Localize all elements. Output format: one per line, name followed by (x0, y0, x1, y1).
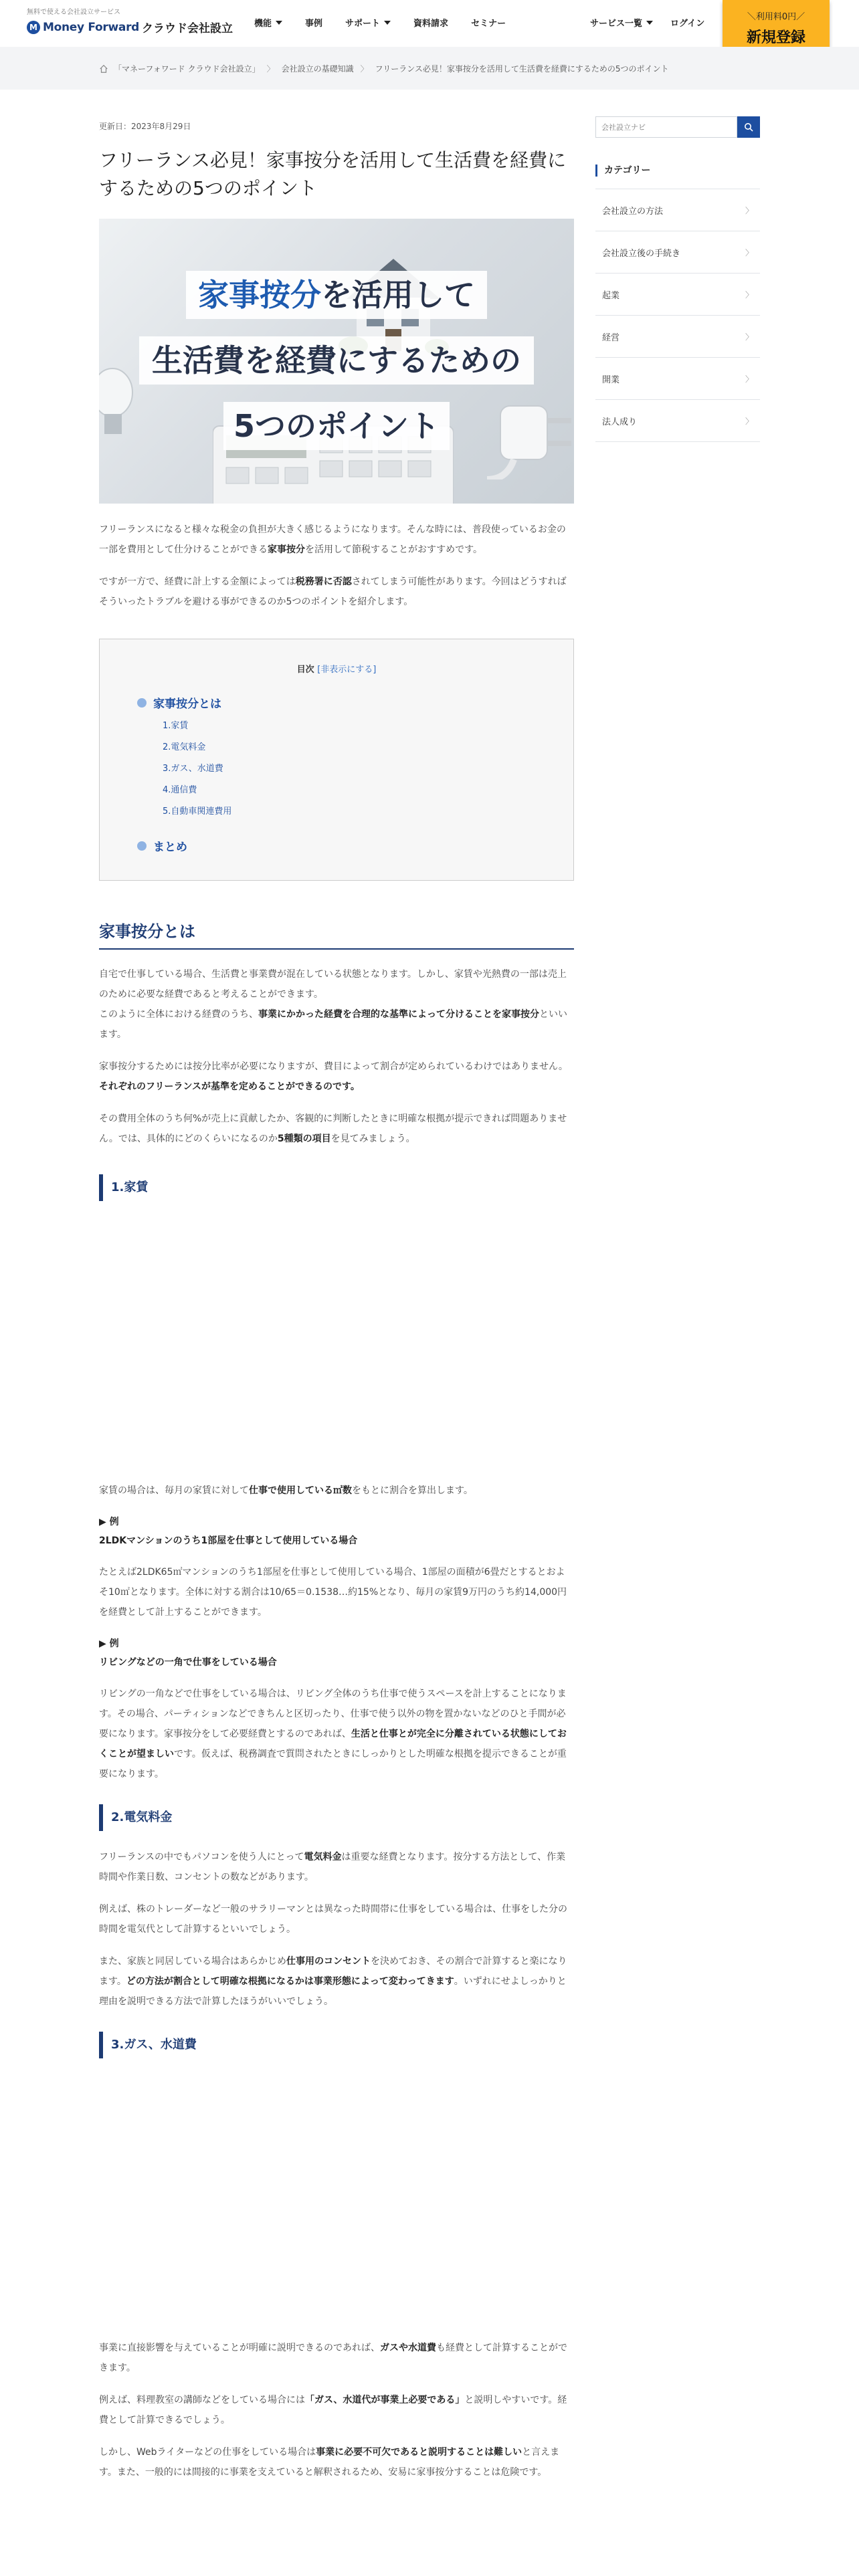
hero-text-line-3: 5つのポイント (223, 402, 450, 450)
chevron-right-icon: 〉 (745, 416, 753, 426)
chevron-right-icon: 〉 (745, 332, 753, 342)
category-heading: カテゴリー (595, 165, 760, 177)
table-of-contents (99, 639, 574, 881)
electricity-paragraph-1: フリーランスの中でもパソコンを使う人にとって電気料金は重要な経費となります。按分する方法として、作業時間や作業日数、コンセントの数などがあります。 (99, 1852, 566, 1883)
category-item-management[interactable]: 経営 〉 (595, 316, 760, 358)
toc-subitem-car[interactable]: 5.自動車関連費用 (163, 807, 232, 817)
section-paragraph-3: その費用全体のうち何%が売上に貢献したか、客観的に判断したときに明確な根拠が提示できれば問題ありません。では、具体的にどのくらいになるのか5種類の項目を見てみましょう。 (99, 1113, 567, 1144)
section-paragraph-1: 自宅で仕事している場合、生活費と事業費が混在している状態となります。しかし、家賃や光熱費の一部は売上のために必要な経費であると考えることができます。 このように全体における経費のうち、事業にかかった経費を合理的な基準によって分けることを家事按分といいます。 (99, 969, 567, 1040)
bullet-icon (137, 698, 147, 708)
breadcrumb-item-category[interactable]: 会社設立の基礎知識 (281, 64, 354, 74)
electricity-paragraph-3: また、家族と同居している場合はあらかじめ仕事用のコンセントを決めておき、その割合で計算すると楽になります。どの方法が割合として明確な根拠になるかは事業形態によって変わってきます。いずれにせよしっかりと理由を説明できる方法で計算したほうがいいでしょう。 (99, 1956, 567, 2007)
toc-item-summary[interactable]: まとめ (137, 837, 187, 854)
hero-text-line-1: 家事按分を活用して (186, 271, 487, 319)
nav-item-documents[interactable]: 資料請求 (413, 19, 449, 29)
subheading-electricity: 2.電気料金 (99, 1804, 574, 1831)
intro-paragraph-2: ですが一方で、経費に計上する金額によっては税務署に否認されてしまう可能性があります。今回はどうすればそういったトラブルを避ける事ができるのか5つのポイントを紹介します。 (99, 576, 567, 607)
toc-toggle[interactable]: [非表示にする] (317, 665, 377, 675)
image-placeholder (99, 2058, 574, 2338)
section-paragraph-2: 家事按分するためには按分比率が必要になりますが、費目によって割合が定められているわけではありません。それぞれのフリーランスが基準を定めることができるのです。 (99, 1061, 568, 1092)
example-title: リビングなどの一角で仕事をしている場合 (99, 1657, 277, 1668)
services-menu[interactable]: サービス一覧 (590, 16, 653, 29)
nav-item-features[interactable]: 機能 (254, 16, 282, 29)
logo-product: クラウド会社設立 (142, 22, 233, 35)
toc-item-kaji-anbun[interactable]: 家事按分とは (137, 694, 221, 711)
search-input[interactable] (595, 116, 737, 138)
toc-subitem-electricity[interactable]: 2.電気料金 (163, 742, 206, 752)
example-title: 2LDKマンションのうち1部屋を仕事として使用している場合 (99, 1535, 358, 1546)
category-item-post-founding[interactable]: 会社設立後の手続き 〉 (595, 231, 760, 274)
breadcrumb (99, 63, 668, 74)
power-plug-illustration (487, 379, 574, 479)
chevron-right-icon: 〉 (266, 64, 275, 74)
rent-example-2 (99, 1634, 574, 1672)
light-bulb-illustration (99, 366, 139, 439)
chevron-right-icon: 〉 (360, 64, 369, 74)
toc-title: 目次 [非表示にする] (296, 665, 377, 675)
nav-item-cases[interactable]: 事例 (305, 19, 323, 29)
search-button[interactable] (737, 116, 760, 138)
main-nav (254, 16, 529, 29)
logo-brand: Money Forward (43, 20, 140, 34)
breadcrumb-item-top[interactable]: 「マネーフォワード クラウド会社設立」 (114, 64, 260, 74)
category-item-opening-business[interactable]: 開業 〉 (595, 358, 760, 400)
site-header (0, 0, 859, 47)
chevron-right-icon: 〉 (745, 205, 753, 215)
rent-example-1-body: たとえば2LDK65㎡マンションのうち1部屋を仕事として使用している場合、1部屋の面積が6畳だとするとおよそ10㎡となります。全体に対する割合は10/65＝0.1538…約15%となり、毎月の家賃9万円のうち約14,000円を経費として計上することができます。 (99, 1567, 567, 1618)
example-marker: ▶ 例 (99, 1517, 119, 1527)
subheading-gas-water: 3.ガス、水道費 (99, 2032, 574, 2058)
nav-item-seminar[interactable]: セミナー (471, 19, 506, 29)
toc-subitem-rent[interactable]: 1.家賃 (163, 721, 189, 731)
chevron-down-icon (276, 21, 282, 25)
category-item-incorporation[interactable]: 法人成り 〉 (595, 400, 760, 442)
article (99, 120, 574, 2482)
nav-item-support[interactable]: サポート (345, 16, 391, 29)
money-forward-logo-icon: M (27, 21, 40, 34)
page-title: フリーランス必見！家事按分を活用して生活費を経費にするための5つのポイント (99, 149, 567, 199)
site-logo[interactable] (27, 8, 233, 35)
category-list (595, 189, 760, 442)
subheading-rent: 1.家賃 (99, 1174, 574, 1201)
header-utility-nav (590, 16, 722, 29)
chevron-right-icon: 〉 (745, 247, 753, 257)
sidebar (595, 116, 760, 442)
rent-paragraph-1: 家賃の場合は、毎月の家賃に対して仕事で使用している㎡数をもとに割合を算出します。 (99, 1485, 473, 1496)
rent-example-2-body: リビングの一角などで仕事をしている場合は、リビング全体のうち仕事で使うスペースを計上することになります。その場合、パーティションなどできちんと区切ったり、仕事で使う以外の物を置かないなどのひと手間が必要になります。家事按分をして必要経費とするのであれば、生活と仕事とが完全に分離されている状態にしておくことが望ましいです。仮えば、税務調査で質問されたときにしっかりとした明確な根拠を提示できることが重要になります。 (99, 1689, 567, 1780)
gas-paragraph-1: 事業に直接影響を与えていることが明確に説明できるのであれば、ガスや水道費も経費として計算することができます。 (99, 2343, 567, 2373)
category-item-startup[interactable]: 起業 〉 (595, 274, 760, 316)
logo-tagline: 無料で使える会社設立サービス (27, 9, 120, 16)
hero-text-line-2: 生活費を経費にするための (139, 336, 534, 385)
intro-paragraph-1: フリーランスになると様々な税金の負担が大きく感じるようになります。そんな時には、普段使っているお金の一部を費用として仕分けることができる家事按分を活用して節税することがおすすめです。 (99, 524, 566, 555)
login-link[interactable]: ログイン (670, 19, 705, 29)
signup-subtext: ＼利用料0円／ (747, 12, 805, 22)
home-icon[interactable] (99, 64, 108, 74)
rent-example-1 (99, 1513, 574, 1550)
category-item-founding-methods[interactable]: 会社設立の方法 〉 (595, 189, 760, 231)
updated-date: 更新日：2023年8月29日 (99, 122, 191, 131)
breadcrumb-item-current: フリーランス必見！家事按分を活用して生活費を経費にするための5つのポイント (375, 64, 669, 74)
hero-image (99, 219, 574, 504)
chevron-down-icon (646, 21, 653, 25)
gas-paragraph-3: しかし、Webライターなどの仕事をしている場合は事業に必要不可欠であると説明することは難しいと言えます。また、一般的には間接的に事業を支えていると解釈されるため、安易に家事按分することは危険です。 (99, 2447, 560, 2478)
chevron-down-icon (384, 21, 391, 25)
sidebar-search (595, 116, 760, 138)
bullet-icon (137, 841, 147, 851)
example-marker: ▶ 例 (99, 1638, 119, 1649)
search-icon (744, 122, 753, 132)
section-heading-kaji-anbun: 家事按分とは (99, 918, 574, 950)
chevron-right-icon: 〉 (745, 374, 753, 384)
gas-paragraph-2: 例えば、料理教室の講師などをしている場合には「ガス、水道代が事業上必要である」と説明しやすいです。経費として計算できるでしょう。 (99, 2395, 567, 2426)
breadcrumb-bar (0, 47, 859, 90)
image-placeholder (99, 1201, 574, 1481)
electricity-paragraph-2: 例えば、株のトレーダーなど一般のサラリーマンとは異なった時間帯に仕事をしている場合は、仕事をした分の時間を電気代として計算するといいでしょう。 (99, 1904, 567, 1935)
toc-subitem-gas-water[interactable]: 3.ガス、水道費 (163, 764, 223, 774)
toc-subitem-telecom[interactable]: 4.通信費 (163, 785, 197, 795)
chevron-right-icon: 〉 (745, 290, 753, 300)
signup-label: 新規登録 (746, 29, 805, 46)
